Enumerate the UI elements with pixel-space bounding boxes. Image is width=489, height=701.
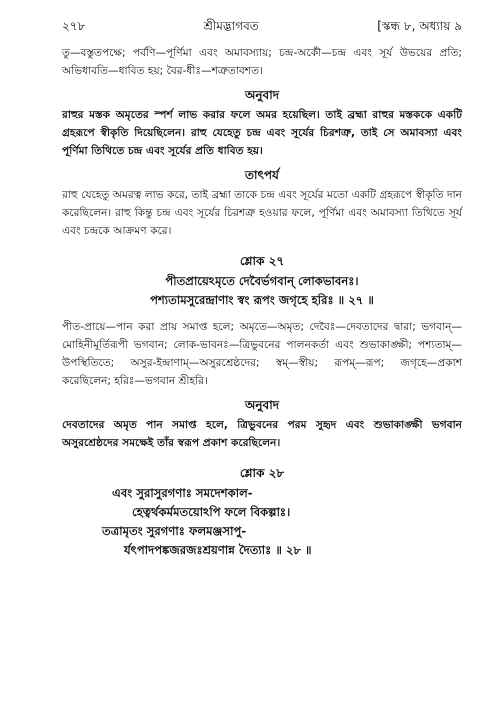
verse-27-synonyms: পীত-প্রায়ে—পান করা প্রায় সমাপ্ত হলে; অমৃতে—অমৃত; দেবৈঃ—দেবতাদের দ্বারা; ভগবান্—মোহিনীমূর্তিরূপী ভগবান; লোক-ভাবনঃ—ত্রিভুবনের পালনকর্তা এবং শুভাকাঙ্ক্ষী; পশ্যতাম্—উপস্থিতিতে; অসুর-ইন্দ্রাণাম্—অসুরশ্রেষ্ঠদের; স্বম্—স্বীয়; রূপম্—রূপ; জগৃহে—প্রকাশ করেছিলেন; হরিঃ—ভগবান শ্রীহরি। [62,321,462,387]
verse-27-line-1: পীতপ্রায়েঽমৃতে দেবৈর্ভগবান্ লোকভাবনঃ। [165,274,359,288]
translation-text: রাহুর মস্তক অমৃতের স্পর্শ লাভ করার ফলে অমর হয়েছিল। তাই ব্রহ্মা রাহুর মস্তককে একটি গ্রহরূপে স্বীকৃতি দিয়েছিলেন। রাহু যেহেতু চন্দ্র এবং সূর্যের চিরশত্রু, তাই সে অমাবস্যা এবং পূর্ণিমা তিথিতে চন্দ্র এবং সূর্যের প্রতি ধাবিত হয়। [62,109,462,157]
verse-27-line-2: পশ্যতামসুরেন্দ্রাণাং স্বং রূপং জগৃহে হরিঃ ॥ ২৭ ॥ [150,293,374,307]
verse-28-line-3: তত্রামৃতং সুরগণাঃ ফলমঞ্জসাপু- [102,524,247,538]
book-title: শ্রীমদ্ভাগবত [203,19,259,33]
verse-27-translation-heading: অনুবাদ [244,398,280,412]
chapter-reference: [স্কন্ধ ৮, অধ্যায় ৯ [377,19,462,33]
verse-28-heading: শ্লোক ২৮ [239,466,285,480]
intro-synonyms: তু—বস্তুতপক্ষে; পর্বণি—পূর্ণিমা এবং অমাবস্যায়; চন্দ্র-অর্কৌ—চন্দ্র এবং সূর্য উভয়ের প্রতি; অভিধাবতি—ধাবিত হয়; বৈর-ধীঃ—শত্রুতাবশত। [62,47,462,77]
verse-27-translation: দেবতাদের অমৃত পান সমাপ্ত হলে, ত্রিভুবনের পরম সুহৃদ এবং শুভাকাঙ্ক্ষী ভগবান অসুরশ্রেষ্ঠদের সমক্ষেই তাঁর স্বরূপ প্রকাশ করেছিলেন। [62,419,462,449]
purport-heading: তাৎপর্য [245,168,279,182]
verse-28-line-4: র্যৎপাদপঙ্কজরজঃশ্রয়ণান্ন দৈত্যাঃ ॥ ২৮ ॥ [124,543,312,557]
verse-28-line-1: এবং সুরাসুরগণাঃ সমদেশকাল- [112,486,253,500]
page-header [62,18,462,36]
verse-28-line-2: হেত্বর্থকর্মমতয়োঽপি ফলে বিকল্পাঃ। [132,505,291,519]
translation-heading: অনুবাদ [244,88,280,102]
page-number: ২৭৮ [62,19,86,33]
verse-27-heading: শ্লোক ২৭ [239,254,285,268]
page [62,18,462,560]
purport-text: রাহু যেহেতু অমরত্ব লাভ করে, তাই ব্রহ্মা তাকে চন্দ্র এবং সূর্যের মতো একটি গ্রহরূপে স্বীকৃতি দান করেছিলেন। রাহু কিন্তু চন্দ্র এবং সূর্যের চিরশত্রু হওয়ার ফলে, পূর্ণিমা এবং অমাবস্যা তিথিতে সূর্য এবং চন্দ্রকে আক্রমণ করে। [62,189,462,237]
